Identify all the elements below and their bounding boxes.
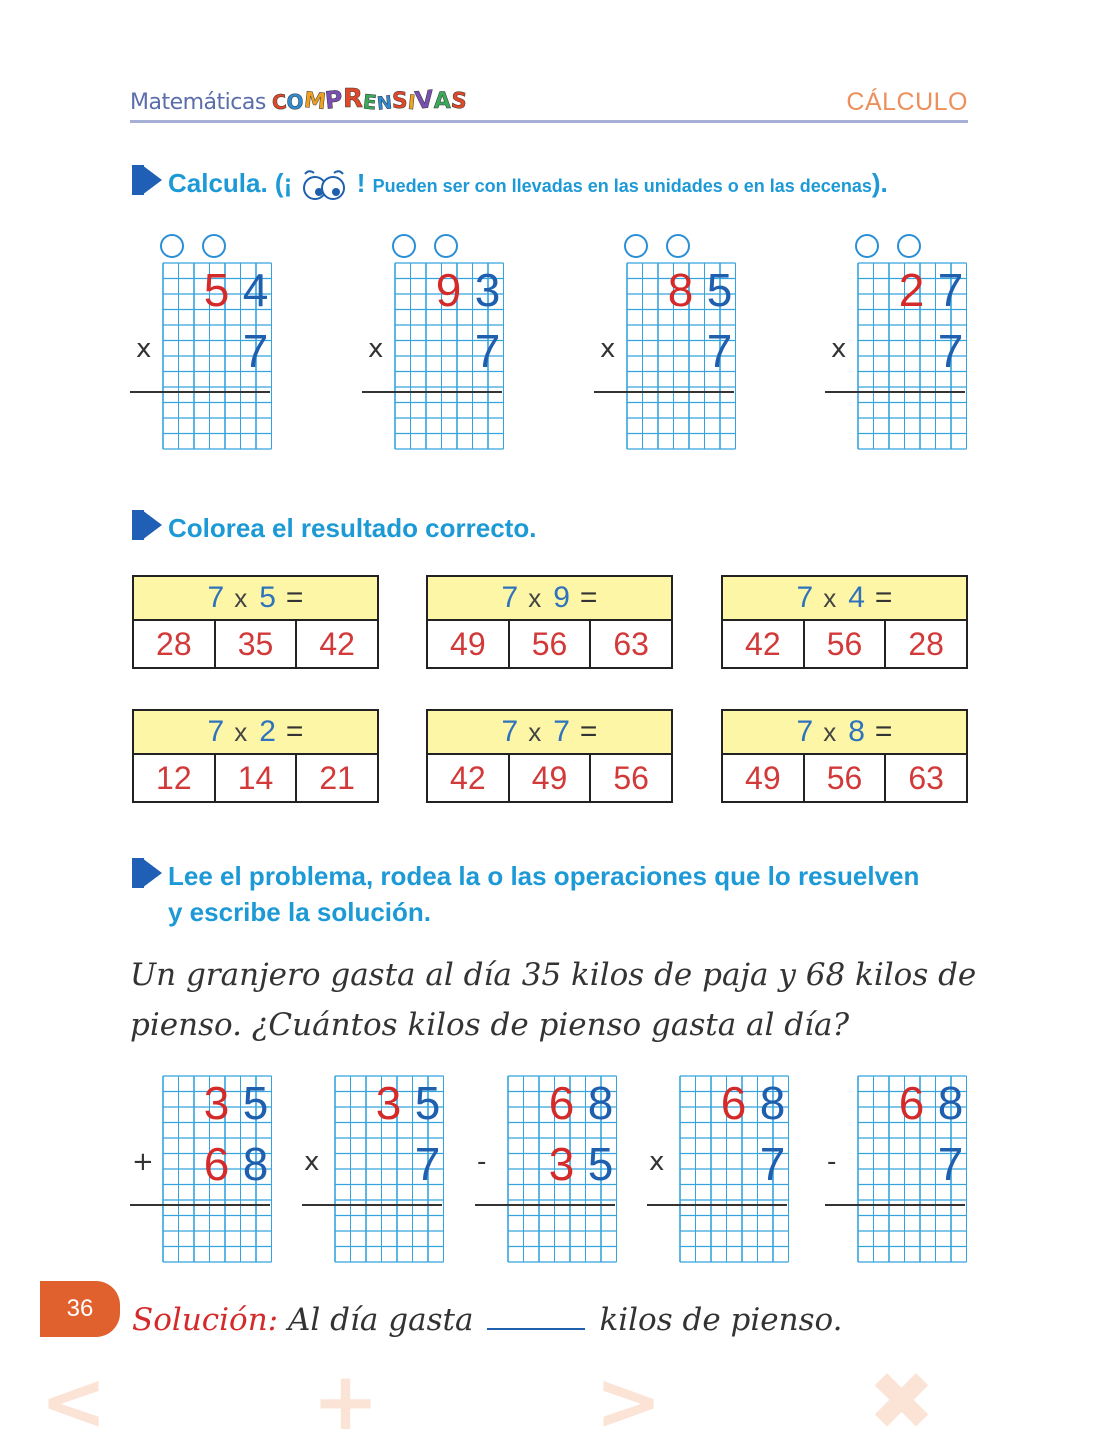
digit-units: 5 [587,1138,614,1190]
answer-option[interactable]: 63 [613,625,649,662]
carry-circle[interactable] [202,234,226,258]
digit-units: 8 [937,1077,964,1129]
section-title: CÁLCULO [846,88,968,116]
factor-b: 2 [259,715,276,748]
answer-option[interactable]: 21 [319,759,355,796]
result-line [825,1204,965,1206]
answer-option[interactable]: 49 [723,755,805,801]
brand-letter: S [391,89,408,114]
header-series [130,84,467,115]
digit-tens: 6 [203,1138,230,1190]
multiply-sign: x [136,334,152,364]
answer-option[interactable]: 28 [908,625,944,662]
result-line [647,1204,787,1206]
brand-letter: R [343,84,364,114]
digit-tens: 2 [898,264,925,316]
brand-letter: I [406,89,417,115]
answer-option[interactable]: 35 [216,621,298,667]
answer-options [132,621,379,669]
answer-option[interactable]: 42 [428,755,510,801]
factor-a: 7 [501,581,519,614]
factor-a: 7 [207,581,225,614]
result-line [130,1204,270,1206]
multiply-sign: x [368,334,384,364]
digit-units: 5 [706,264,733,316]
digit-tens: 9 [435,264,462,316]
brand-letter: P [324,85,345,115]
result-line [302,1204,442,1206]
multiplication-table-question [426,709,673,803]
digit-multiplier: 7 [242,325,269,377]
digit-multiplier: 7 [474,325,501,377]
carry-circle[interactable] [897,234,921,258]
watermark-less-than: < [40,1355,108,1448]
page-number: 36 [40,1281,120,1337]
digit-tens: 6 [720,1077,747,1129]
instruction-colorea [132,510,536,546]
digit-units: 8 [587,1077,614,1129]
answer-options [721,621,968,669]
digit-units: 5 [414,1077,441,1129]
instruction-colorea-text: Colorea el resultado correcto. [168,513,537,543]
carry-circle[interactable] [624,234,648,258]
answer-options [426,621,673,669]
digit-units: 5 [242,1077,269,1129]
multiply-sign: x [234,716,248,747]
result-line [825,391,965,393]
brand-letter: E [361,89,378,115]
table-header [132,709,379,755]
carry-circle[interactable] [160,234,184,258]
factor-a: 7 [796,581,814,614]
answer-option[interactable]: 56 [613,759,649,796]
digit-units: 3 [474,264,501,316]
brand-letter: C [270,89,288,115]
digit-units: 4 [242,264,269,316]
instruction-calcula [132,165,888,204]
digit-units: 7 [414,1138,441,1190]
brand-letter: O [286,90,304,114]
digit-units: 8 [242,1138,269,1190]
answer-option[interactable]: 12 [134,755,216,801]
digit-tens: 6 [898,1077,925,1129]
brand-letter: N [375,92,393,115]
factor-b: 4 [848,581,865,614]
digit-tens: 3 [203,1077,230,1129]
problem-line-1: Un granjero gasta al día 35 kilos de paja y 68 kilos de [130,957,977,993]
answer-option[interactable]: 42 [319,625,355,662]
table-header [132,575,379,621]
digit-units: 8 [759,1077,786,1129]
answer-option[interactable]: 14 [216,755,298,801]
problem-statement [130,950,980,1050]
factor-b: 8 [848,715,865,748]
carry-circle[interactable] [392,234,416,258]
answer-option[interactable]: 42 [723,621,805,667]
factor-a: 7 [207,715,225,748]
series-prefix: Matemáticas [130,90,266,115]
factor-b: 5 [259,581,276,614]
digit-tens: 3 [548,1138,575,1190]
multiplication-table-question [721,709,968,803]
multiply-sign: x [528,582,542,613]
instruction-arrow-icon [132,510,162,540]
digit-tens: 6 [548,1077,575,1129]
carry-circle[interactable] [434,234,458,258]
digit-tens: 8 [667,264,694,316]
brand-logo [272,84,467,114]
operator-sign: x [649,1147,665,1177]
result-line [362,391,502,393]
answer-options [426,755,673,803]
brand-letter: A [433,89,451,114]
table-header [721,575,968,621]
multiplication-table-question [721,575,968,669]
solution-line [132,1302,842,1338]
answer-option[interactable]: 63 [908,759,944,796]
multiplication-table-question [132,709,379,803]
instruction-arrow-icon [132,165,162,195]
multiplication-table-question [132,575,379,669]
answer-option[interactable]: 49 [510,755,592,801]
operator-sign: - [477,1147,487,1177]
factor-b: 9 [553,581,570,614]
table-header [426,709,673,755]
problem-line-2: pienso. ¿Cuántos kilos de pienso gasta al día? [130,1007,850,1043]
answer-option[interactable]: 56 [805,621,887,667]
solution-text-after: kilos de pienso. [599,1302,843,1338]
solution-text-before: Al día gasta [288,1302,474,1338]
digit-multiplier: 7 [706,325,733,377]
instruction-calcula-text: Calcula. (¡ ! Pueden ser con llevadas en las unidades o en las decenas). [168,165,888,204]
header-divider [130,120,968,123]
equals-sign: = [285,715,304,748]
multiply-sign: x [528,716,542,747]
multiply-sign: x [823,716,837,747]
answer-options [132,755,379,803]
multiply-sign: x [234,582,248,613]
equals-sign: = [579,715,598,748]
eyes-icon [299,168,349,202]
answer-options [721,755,968,803]
digit-tens: 3 [375,1077,402,1129]
brand-letter: V [413,85,436,115]
table-header [426,575,673,621]
digit-units: 7 [937,264,964,316]
solution-answer-blank[interactable] [487,1304,585,1330]
digit-units: 7 [759,1138,786,1190]
equals-sign: = [874,715,893,748]
equals-sign: = [285,581,304,614]
multiplication-table-question [426,575,673,669]
watermark-greater-than: > [595,1355,663,1448]
factor-a: 7 [501,715,519,748]
operator-sign: - [827,1147,837,1177]
equals-sign: = [874,581,893,614]
instruction-problema [132,858,919,930]
solution-label: Solución: [132,1302,279,1338]
instruction-problema-text: Lee el problema, rodea la o las operaciones que lo resuelven y escribe la solución. [168,861,920,927]
factor-b: 7 [553,715,570,748]
brand-letter: S [449,88,468,115]
answer-option[interactable]: 56 [510,621,592,667]
instruction-arrow-icon [132,858,162,888]
result-line [475,1204,615,1206]
brand-letter: M [302,87,327,116]
digit-tens: 5 [203,264,230,316]
factor-a: 7 [796,715,814,748]
operator-sign: + [132,1147,154,1177]
table-header [721,709,968,755]
multiply-sign: x [831,334,847,364]
watermark-times: ✖ [868,1355,936,1448]
digit-multiplier: 7 [937,325,964,377]
result-line [594,391,734,393]
answer-option[interactable]: 49 [428,621,510,667]
carry-circle[interactable] [855,234,879,258]
answer-option[interactable]: 56 [805,755,887,801]
digit-units: 7 [937,1138,964,1190]
answer-option[interactable]: 28 [134,621,216,667]
equals-sign: = [579,581,598,614]
multiply-sign: x [823,582,837,613]
result-line [130,391,270,393]
watermark-plus: + [312,1355,380,1448]
operator-sign: x [304,1147,320,1177]
carry-circle[interactable] [666,234,690,258]
multiply-sign: x [600,334,616,364]
